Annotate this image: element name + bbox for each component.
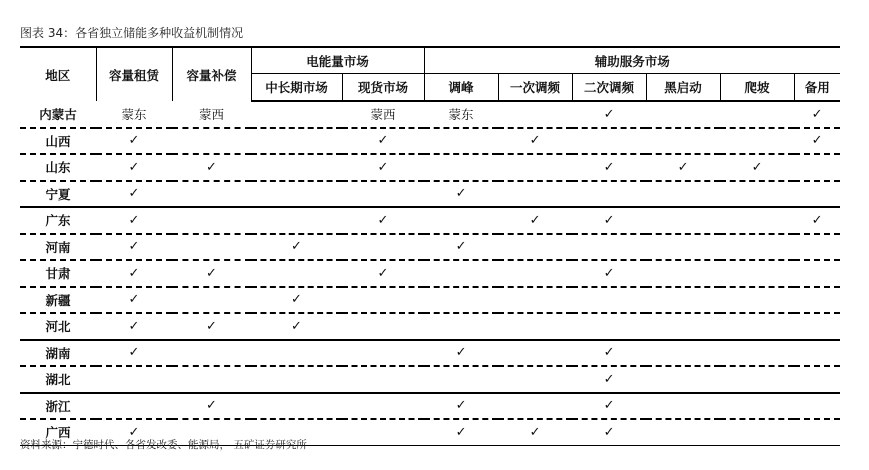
empty-cell: [794, 340, 840, 367]
check-mark-icon: ✓: [572, 419, 646, 445]
check-mark-icon: ✓: [794, 101, 840, 128]
header-black-start: 黑启动: [646, 74, 720, 102]
empty-cell: [646, 340, 720, 367]
empty-cell: [794, 181, 840, 208]
header-capacity-lease: 容量租赁: [96, 47, 172, 101]
table-row: [20, 366, 840, 393]
check-mark-icon: ✓: [251, 234, 342, 261]
empty-cell: [172, 128, 251, 155]
empty-cell: [572, 313, 646, 340]
empty-cell: [342, 313, 424, 340]
table-row: [20, 340, 840, 367]
empty-cell: [720, 260, 794, 287]
check-mark-icon: ✓: [424, 419, 498, 445]
source-note: 资料来源：宁德时代、各省发改委、能源局， 五矿证券研究所: [20, 439, 307, 451]
empty-cell: [794, 260, 840, 287]
empty-cell: [720, 419, 794, 445]
empty-cell: [172, 181, 251, 208]
empty-cell: [251, 207, 342, 234]
check-mark-icon: ✓: [498, 128, 572, 155]
table-row: [20, 101, 840, 128]
check-mark-icon: ✓: [424, 181, 498, 208]
empty-cell: [794, 393, 840, 420]
empty-cell: [424, 366, 498, 393]
empty-cell: [646, 207, 720, 234]
region-cell: 宁夏: [20, 181, 96, 208]
region-cell: 山东: [20, 154, 96, 181]
check-mark-icon: ✓: [96, 154, 172, 181]
empty-cell: [498, 287, 572, 314]
region-cell: 河北: [20, 313, 96, 340]
header-spot: 现货市场: [342, 74, 424, 102]
empty-cell: [720, 234, 794, 261]
empty-cell: [424, 207, 498, 234]
empty-cell: [342, 287, 424, 314]
region-note-cell: 蒙东: [96, 101, 172, 128]
check-mark-icon: ✓: [572, 366, 646, 393]
table-row: [20, 154, 840, 181]
empty-cell: [251, 128, 342, 155]
empty-cell: [424, 154, 498, 181]
region-note-cell: 蒙东: [424, 101, 498, 128]
empty-cell: [720, 181, 794, 208]
empty-cell: [251, 260, 342, 287]
empty-cell: [794, 313, 840, 340]
empty-cell: [96, 366, 172, 393]
table-row: [20, 128, 840, 155]
empty-cell: [172, 366, 251, 393]
check-mark-icon: ✓: [572, 393, 646, 420]
table-row: [20, 260, 840, 287]
check-mark-icon: ✓: [572, 260, 646, 287]
check-mark-icon: ✓: [96, 340, 172, 367]
empty-cell: [172, 234, 251, 261]
region-cell: 内蒙古: [20, 101, 96, 128]
empty-cell: [342, 419, 424, 445]
check-mark-icon: ✓: [572, 340, 646, 367]
empty-cell: [424, 287, 498, 314]
empty-cell: [342, 234, 424, 261]
check-mark-icon: ✓: [172, 260, 251, 287]
check-mark-icon: ✓: [794, 207, 840, 234]
empty-cell: [646, 366, 720, 393]
region-cell: 河南: [20, 234, 96, 261]
check-mark-icon: ✓: [251, 313, 342, 340]
check-mark-icon: ✓: [96, 260, 172, 287]
empty-cell: [498, 101, 572, 128]
empty-cell: [572, 287, 646, 314]
check-mark-icon: ✓: [251, 287, 342, 314]
empty-cell: [251, 393, 342, 420]
region-cell: 浙江: [20, 393, 96, 420]
check-mark-icon: ✓: [342, 154, 424, 181]
table-row: [20, 181, 840, 208]
check-mark-icon: ✓: [172, 393, 251, 420]
empty-cell: [572, 128, 646, 155]
header-region: 地区: [20, 47, 96, 101]
revenue-mechanism-table: [20, 46, 840, 446]
check-mark-icon: ✓: [342, 128, 424, 155]
check-mark-icon: ✓: [572, 207, 646, 234]
empty-cell: [720, 207, 794, 234]
table-row: [20, 313, 840, 340]
empty-cell: [646, 260, 720, 287]
empty-cell: [251, 101, 342, 128]
table-caption: 图表 34：各省独立储能多种收益机制情况: [20, 26, 244, 40]
check-mark-icon: ✓: [498, 419, 572, 445]
empty-cell: [251, 340, 342, 367]
empty-cell: [720, 366, 794, 393]
check-mark-icon: ✓: [572, 101, 646, 128]
empty-cell: [720, 287, 794, 314]
empty-cell: [498, 366, 572, 393]
region-note-cell: 蒙西: [342, 101, 424, 128]
header-capacity-compensation: 容量补偿: [172, 47, 251, 101]
empty-cell: [251, 366, 342, 393]
region-cell: 广西: [20, 419, 96, 445]
empty-cell: [251, 181, 342, 208]
table-row: [20, 287, 840, 314]
empty-cell: [342, 366, 424, 393]
empty-cell: [646, 313, 720, 340]
table-row: [20, 234, 840, 261]
check-mark-icon: ✓: [498, 207, 572, 234]
empty-cell: [498, 181, 572, 208]
region-cell: 湖北: [20, 366, 96, 393]
check-mark-icon: ✓: [96, 207, 172, 234]
check-mark-icon: ✓: [794, 128, 840, 155]
empty-cell: [794, 366, 840, 393]
empty-cell: [646, 234, 720, 261]
empty-cell: [424, 260, 498, 287]
empty-cell: [720, 128, 794, 155]
check-mark-icon: ✓: [646, 154, 720, 181]
header-mid-long-term: 中长期市场: [251, 74, 342, 102]
region-cell: 湖南: [20, 340, 96, 367]
empty-cell: [720, 101, 794, 128]
empty-cell: [424, 128, 498, 155]
empty-cell: [646, 393, 720, 420]
empty-cell: [646, 181, 720, 208]
check-mark-icon: ✓: [342, 207, 424, 234]
empty-cell: [720, 340, 794, 367]
header-primary-frequency: 一次调频: [498, 74, 572, 102]
check-mark-icon: ✓: [424, 393, 498, 420]
region-cell: 山西: [20, 128, 96, 155]
check-mark-icon: ✓: [424, 234, 498, 261]
empty-cell: [794, 154, 840, 181]
header-secondary-frequency: 二次调频: [572, 74, 646, 102]
table-row: [20, 207, 840, 234]
empty-cell: [794, 287, 840, 314]
empty-cell: [342, 393, 424, 420]
empty-cell: [794, 419, 840, 445]
empty-cell: [720, 393, 794, 420]
header-peak-shaving: 调峰: [424, 74, 498, 102]
empty-cell: [498, 154, 572, 181]
check-mark-icon: ✓: [720, 154, 794, 181]
empty-cell: [498, 234, 572, 261]
empty-cell: [572, 234, 646, 261]
empty-cell: [498, 313, 572, 340]
table-row: [20, 393, 840, 420]
region-cell: 新疆: [20, 287, 96, 314]
region-cell: 广东: [20, 207, 96, 234]
empty-cell: [96, 393, 172, 420]
empty-cell: [646, 101, 720, 128]
header-ancillary-market: 辅助服务市场: [424, 47, 840, 74]
header-energy-market: 电能量市场: [251, 47, 424, 74]
empty-cell: [424, 313, 498, 340]
empty-cell: [172, 207, 251, 234]
empty-cell: [251, 154, 342, 181]
check-mark-icon: ✓: [96, 181, 172, 208]
empty-cell: [498, 393, 572, 420]
empty-cell: [720, 313, 794, 340]
empty-cell: [498, 340, 572, 367]
region-note-cell: 蒙西: [172, 101, 251, 128]
check-mark-icon: ✓: [172, 313, 251, 340]
empty-cell: [646, 419, 720, 445]
empty-cell: [172, 287, 251, 314]
check-mark-icon: ✓: [172, 154, 251, 181]
empty-cell: [172, 340, 251, 367]
empty-cell: [572, 181, 646, 208]
empty-cell: [646, 287, 720, 314]
check-mark-icon: ✓: [572, 154, 646, 181]
check-mark-icon: ✓: [96, 234, 172, 261]
empty-cell: [342, 181, 424, 208]
check-mark-icon: ✓: [342, 260, 424, 287]
empty-cell: [646, 128, 720, 155]
table-body: [20, 101, 840, 445]
header-reserve: 备用: [794, 74, 840, 102]
check-mark-icon: ✓: [96, 128, 172, 155]
header-ramping: 爬坡: [720, 74, 794, 102]
empty-cell: [498, 260, 572, 287]
check-mark-icon: ✓: [96, 419, 172, 445]
check-mark-icon: ✓: [424, 340, 498, 367]
check-mark-icon: ✓: [96, 313, 172, 340]
empty-cell: [342, 340, 424, 367]
region-cell: 甘肃: [20, 260, 96, 287]
check-mark-icon: ✓: [96, 287, 172, 314]
empty-cell: [794, 234, 840, 261]
